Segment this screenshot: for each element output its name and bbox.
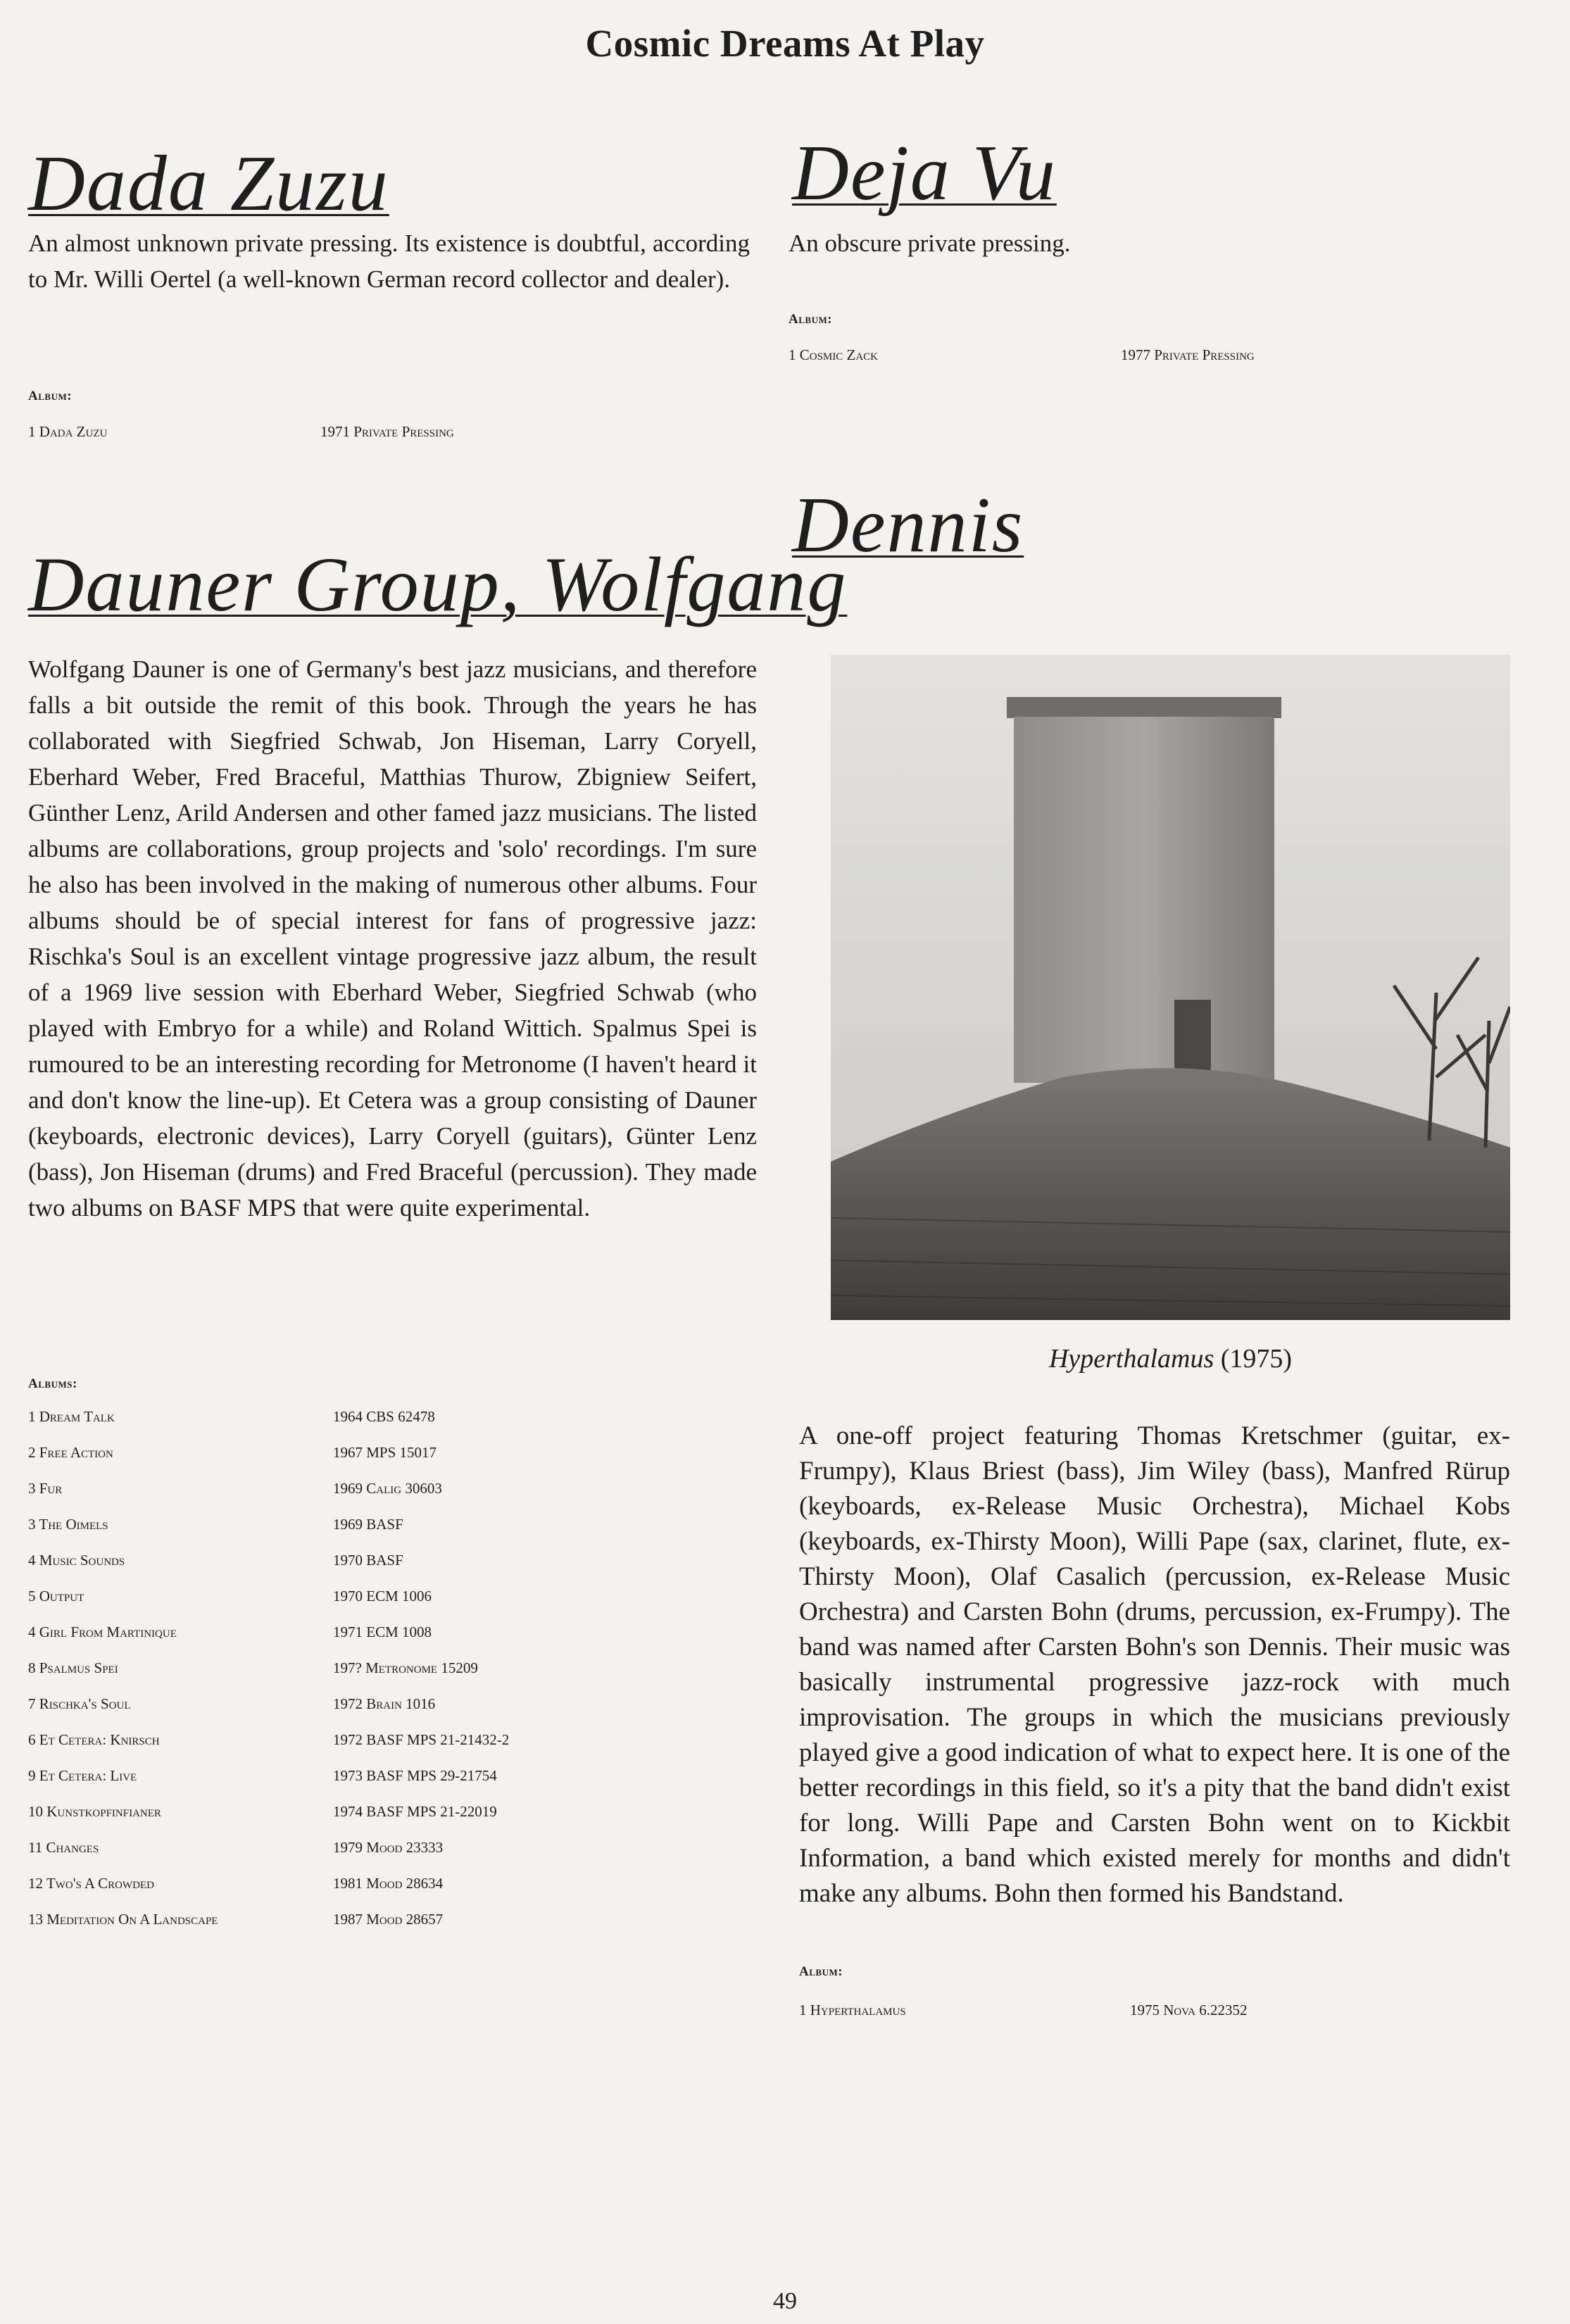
dauner-description: Wolfgang Dauner is one of Germany's best jazz musicians, and therefore falls a bit outside the remit of this book. Through the years he has collaborated with Siegfried Schwab, Jon Hiseman, Larry Coryell, Eberhard Weber, Fred Braceful, Matthias Thurow, Zbigniew Seifert, Günther Lenz, Arild Andersen and other famed jazz musicians. The listed albums are collaborations, group projects and 'solo' recordings. I'm sure he also has been involved in the making of numerous other albums. Four albums should be of special interest for fans of progressive jazz: Rischka's Soul is an excellent vintage progressive jazz album, the result of a 1969 live session with Eberhard Weber, Siegfried Schwab (who played with Embryo for a while) and Roland Wittich. Spalmus Spei is rumoured to be an interesting recording for Metronome (I haven't heard it and don't know the line-up). Et Cetera was a group consisting of Dauner (keyboards, electronic devices), Larry Coryell (guitars), Günter Lenz (bass), Jon Hiseman (drums) and Fred Braceful (percussion). They made two albums on BASF MPS that were quite experimental. (28, 655, 757, 1221)
deja-vu-description: An obscure private pressing. (789, 230, 1071, 257)
album-row (28, 421, 732, 442)
album-info: 1981 Mood 28634 (333, 1875, 444, 1892)
album-info: 1970 BASF (333, 1552, 403, 1569)
album-row (28, 1621, 732, 1642)
band-name-dada-zuzu: Dada Zuzu (28, 140, 389, 227)
album-row (28, 1550, 732, 1571)
album-info: 1979 Mood 23333 (333, 1839, 444, 1856)
album-title: 8 Psalmus Spei (28, 1659, 118, 1676)
album-info: 1977 Private Pressing (1121, 346, 1255, 363)
album-info: 1987 Mood 28657 (333, 1911, 444, 1928)
album-row (28, 1442, 732, 1463)
dada-zuzu-album-label: Album: (28, 389, 73, 403)
album-title: 10 Kunstkopfinfianer (28, 1803, 161, 1820)
album-title: 3 Fur (28, 1480, 63, 1497)
dada-zuzu-description: An almost unknown private pressing. Its existence is doubtful, according to Mr. Willi Oertel (a well-known German record collector and dealer). (28, 230, 750, 293)
page-number: 49 (773, 2288, 797, 2314)
dennis-album-label: Album: (799, 1964, 843, 1979)
album-title: 4 Girl From Martinique (28, 1623, 177, 1640)
album-title: 1 Hyperthalamus (799, 2002, 906, 2018)
album-cover-photo (831, 655, 1510, 1320)
album-info: 1973 BASF MPS 29-21754 (333, 1767, 497, 1784)
album-row (28, 1909, 732, 1930)
album-title: 3 The Oimels (28, 1516, 108, 1533)
album-info: 1975 Nova 6.22352 (1130, 2002, 1248, 2018)
deja-vu-album-label: Album: (789, 312, 833, 327)
caption-year: (1975) (1214, 1344, 1293, 1374)
album-row (789, 344, 1493, 365)
album-row (799, 1999, 1503, 2021)
album-title: 7 Rischka's Soul (28, 1695, 131, 1712)
album-row (28, 1765, 732, 1786)
album-row (28, 1585, 732, 1607)
album-title: 12 Two's A Crowded (28, 1875, 154, 1892)
page-title: Cosmic Dreams At Play (585, 22, 985, 65)
album-row (28, 1729, 732, 1750)
album-title: 1 Cosmic Zack (789, 346, 879, 363)
caption-title: Hyperthalamus (1048, 1344, 1214, 1374)
album-row (28, 1406, 732, 1427)
album-row (28, 1478, 732, 1499)
album-row (28, 1837, 732, 1858)
album-title: 9 Et Cetera: Live (28, 1767, 137, 1784)
album-title: 2 Free Action (28, 1444, 113, 1461)
album-row (28, 1514, 732, 1535)
album-info: 1969 Calig 30603 (333, 1480, 442, 1497)
album-row (28, 1693, 732, 1714)
album-row (28, 1657, 732, 1678)
album-title: 1 Dream Talk (28, 1408, 115, 1425)
album-title: 5 Output (28, 1588, 84, 1604)
album-title: 13 Meditation On A Landscape (28, 1911, 218, 1928)
album-title: 11 Changes (28, 1839, 99, 1856)
dauner-albums-label: Albums: (28, 1376, 77, 1391)
dennis-description: A one-off project featuring Thomas Kretschmer (guitar, ex-Frumpy), Klaus Briest (bass), Jim Wiley (bass), Manfred Rürup (keyboards, ex-Release Music Orchestra), Michael Kobs (keyboards, ex-Thirsty Moon), Willi Pape (sax, clarinet, flute, ex-Thirsty Moon), Olaf Casalich (percussion, ex-Release Music Orchestra) and Carsten Bohn (drums, percussion, ex-Frumpy). The band was named after Carsten Bohn's son Dennis. Their music was basically instrumental progressive jazz-rock with much improvisation. The groups in which the musicians previously played give a good indication of what to expect here. It is one of the better recordings in this field, so it's a pity that the band didn't exist for long. Willi Pape and Carsten Bohn went on to Kickbit Information, a band which existed merely for months and didn't make any albums. Bohn then formed his Bandstand. (799, 1421, 1510, 1908)
band-name-dennis: Dennis (792, 482, 1024, 569)
album-title: 4 Music Sounds (28, 1552, 125, 1569)
album-info: 1964 CBS 62478 (333, 1408, 435, 1425)
photo-caption (831, 1343, 1510, 1374)
album-info: 1971 Private Pressing (320, 423, 454, 440)
album-info: 1970 ECM 1006 (333, 1588, 432, 1604)
album-info: 1974 BASF MPS 21-22019 (333, 1803, 497, 1820)
album-row (28, 1801, 732, 1822)
album-info: 1967 MPS 15017 (333, 1444, 437, 1461)
band-name-deja-vu: Deja Vu (792, 130, 1057, 217)
album-info: 1972 Brain 1016 (333, 1695, 436, 1712)
album-info: 197? Metronome 15209 (333, 1659, 478, 1676)
album-info: 1971 ECM 1008 (333, 1623, 432, 1640)
album-row (28, 1873, 732, 1894)
album-info: 1972 BASF MPS 21-21432-2 (333, 1731, 510, 1748)
album-title: 6 Et Cetera: Knirsch (28, 1731, 160, 1748)
band-name-dauner-group: Dauner Group, Wolfgang (28, 541, 848, 627)
album-info: 1969 BASF (333, 1516, 403, 1533)
album-title: 1 Dada Zuzu (28, 423, 108, 440)
